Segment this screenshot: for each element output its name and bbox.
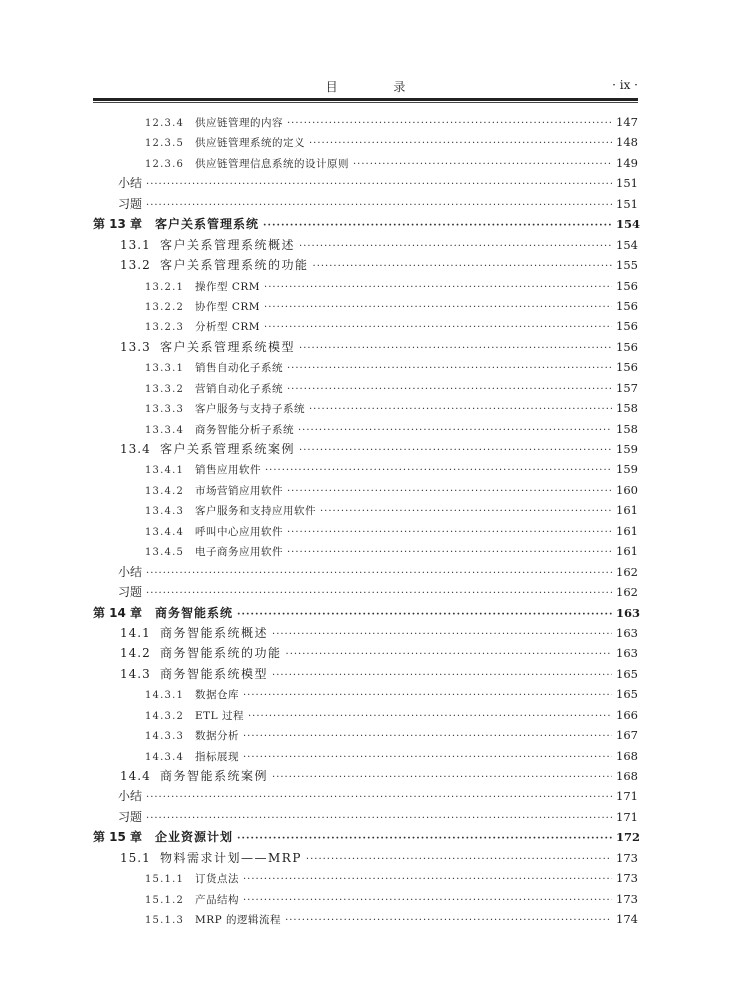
toc-entry-title: 订货点法 [195, 873, 239, 886]
toc-entry-section [93, 643, 638, 663]
toc-entry-title: 客户关系管理系统案例 [160, 442, 296, 456]
toc-entry-sub [93, 398, 638, 418]
toc-entry-page: 154 [616, 217, 641, 232]
toc-entry-page: 163 [616, 646, 638, 661]
toc-leader-dots [272, 666, 612, 686]
toc-entry-page: 168 [616, 748, 638, 763]
toc-leader-dots [286, 645, 612, 665]
toc-leader-dots [287, 380, 612, 400]
toc-entry-number: 第 13 章 [93, 217, 143, 232]
toc-leader-dots [146, 196, 612, 216]
toc-entry-section [93, 235, 638, 255]
toc-entry-title: 营销自动化子系统 [195, 382, 283, 395]
toc-entry-number: 13.4.5 [145, 547, 185, 559]
toc-entry-title: MRP 的逻辑流程 [195, 914, 282, 927]
toc-entry-misc [93, 807, 638, 827]
toc-entry-page: 168 [616, 769, 638, 783]
toc-entry-title: 供应链管理系统的定义 [195, 137, 305, 150]
toc-entry-title: 数据仓库 [195, 689, 239, 702]
toc-entry-number: 第 15 章 [93, 830, 143, 845]
toc-entry-title: 商务智能系统的功能 [160, 646, 282, 661]
toc-leader-dots [237, 605, 612, 625]
toc-entry-title: 客户服务和支持应用软件 [195, 505, 316, 518]
toc-entry-page: 173 [616, 891, 638, 906]
toc-leader-dots [309, 134, 612, 154]
toc-entry-number: 13.3.3 [145, 404, 185, 416]
toc-entry-chapter [93, 603, 641, 623]
toc-entry-page: 165 [616, 687, 638, 702]
toc-entry-number: 14.3.3 [145, 731, 185, 743]
toc-entry-section [93, 439, 638, 459]
toc-entry-number: 14.1 [120, 625, 151, 640]
toc-entry-sub [93, 746, 638, 766]
header-title: 目 录 [325, 80, 432, 94]
running-header [93, 78, 638, 98]
toc-entry-title: 小结 [118, 176, 143, 191]
toc-leader-dots [146, 584, 612, 604]
toc-leader-dots [243, 727, 612, 747]
toc-leader-dots [146, 175, 612, 195]
toc-leader-dots [299, 339, 612, 359]
toc-entry-sub [93, 419, 638, 439]
toc-leader-dots [243, 891, 612, 911]
toc-leader-dots [287, 114, 612, 134]
toc-entry-page: 167 [616, 728, 638, 743]
toc-entry-number: 13.1 [120, 237, 151, 252]
toc-leader-dots [248, 707, 612, 727]
toc-entry-page: 155 [616, 258, 638, 273]
toc-entry-page: 163 [616, 625, 638, 640]
toc-entry-page: 166 [616, 707, 638, 722]
toc-entry-title: 客户关系管理系统 [155, 217, 260, 232]
toc-entry-number: 13.3 [120, 339, 151, 354]
toc-entry-number: 14.4 [120, 769, 151, 783]
toc-entry-chapter [93, 214, 641, 234]
toc-leader-dots [243, 870, 612, 890]
toc-entry-sub [93, 521, 638, 541]
toc-entry-title: 销售应用软件 [195, 464, 261, 477]
toc-entry-title: 小结 [118, 564, 143, 579]
toc-entry-misc [93, 582, 638, 602]
toc-entry-sub [93, 909, 638, 929]
toc-entry-section [93, 766, 638, 786]
toc-entry-misc [93, 194, 638, 214]
toc-entry-page: 151 [616, 176, 638, 191]
toc-entry-title: 操作型 CRM [195, 280, 261, 293]
toc-leader-dots [263, 216, 612, 236]
toc-entry-sub [93, 276, 638, 296]
toc-entry-number: 13.4 [120, 442, 151, 456]
toc-leader-dots [299, 237, 612, 257]
toc-entry-number: 14.3.2 [145, 710, 185, 722]
toc-entry-sub [93, 684, 638, 704]
toc-leader-dots [237, 829, 612, 849]
toc-entry-title: 市场营销应用软件 [195, 484, 283, 497]
toc-entry-sub [93, 153, 638, 173]
toc-leader-dots [287, 543, 612, 563]
header-rule-thick [93, 98, 638, 101]
header-rule-thin [93, 102, 638, 103]
toc-leader-dots [299, 441, 612, 461]
toc-entry-number: 12.3.4 [145, 118, 185, 129]
toc-entry-page: 158 [616, 401, 638, 416]
toc-entry-page: 162 [616, 564, 638, 579]
toc-entry-number: 12.3.5 [145, 138, 185, 150]
toc-entry-page: 154 [616, 237, 638, 252]
toc-entry-number: 13.2 [120, 258, 151, 273]
toc-entry-number: 13.4.3 [145, 506, 185, 518]
toc-entry-page: 161 [616, 544, 638, 559]
toc-entry-number: 15.1.1 [145, 874, 185, 886]
toc-entry-sub [93, 889, 638, 909]
toc-leader-dots [264, 318, 612, 338]
toc-entry-page: 149 [616, 155, 638, 170]
toc-leader-dots [353, 155, 612, 175]
toc-entry-page: 171 [616, 809, 638, 824]
toc-entry-title: 商务智能分析子系统 [195, 423, 294, 436]
toc-entry-title: 供应链管理信息系统的设计原则 [195, 157, 349, 170]
toc-entry-title: 客户关系管理系统的功能 [160, 258, 309, 273]
toc-entry-page: 161 [616, 523, 638, 538]
toc-entry-sub [93, 459, 638, 479]
toc-entry-section [93, 848, 638, 868]
toc-leader-dots [264, 278, 612, 298]
toc-entry-page: 159 [616, 442, 638, 456]
table-of-contents [93, 112, 641, 930]
toc-leader-dots [306, 850, 612, 870]
toc-entry-page: 159 [616, 462, 638, 477]
toc-entry-sub [93, 480, 638, 500]
toc-entry-sub [93, 357, 638, 377]
toc-entry-title: 商务智能系统概述 [160, 625, 269, 640]
toc-entry-page: 151 [616, 196, 638, 211]
toc-entry-title: 产品结构 [195, 893, 239, 906]
toc-entry-sub [93, 316, 638, 336]
toc-entry-page: 160 [616, 482, 638, 497]
toc-entry-number: 14.3.4 [145, 751, 185, 763]
toc-entry-page: 158 [616, 421, 638, 436]
toc-entry-title: 呼叫中心应用软件 [195, 525, 283, 538]
toc-leader-dots [243, 748, 612, 768]
toc-entry-page: 148 [616, 135, 638, 150]
toc-entry-title: 商务智能系统模型 [160, 666, 269, 681]
toc-entry-title: 协作型 CRM [195, 300, 261, 313]
toc-entry-page: 156 [616, 278, 638, 293]
toc-entry-section [93, 623, 638, 643]
toc-entry-section [93, 255, 638, 275]
toc-entry-number: 13.3.4 [145, 424, 185, 436]
toc-entry-number: 13.2.2 [145, 301, 185, 313]
toc-entry-number: 13.3.2 [145, 383, 185, 395]
toc-leader-dots [146, 809, 612, 829]
toc-leader-dots [243, 686, 612, 706]
toc-entry-page: 156 [616, 298, 638, 313]
toc-entry-title: ETL 过程 [195, 709, 244, 722]
toc-entry-page: 162 [616, 585, 638, 600]
toc-entry-title: 习题 [118, 809, 143, 824]
toc-entry-sub [93, 296, 638, 316]
toc-entry-number: 15.1 [120, 850, 151, 865]
toc-entry-title: 企业资源计划 [155, 830, 234, 845]
toc-entry-section [93, 664, 638, 684]
toc-entry-sub [93, 132, 638, 152]
toc-entry-page: 156 [616, 360, 638, 375]
toc-leader-dots [146, 788, 612, 808]
toc-leader-dots [287, 523, 612, 543]
toc-leader-dots [285, 911, 612, 931]
toc-entry-title: 指标展现 [195, 750, 239, 763]
toc-entry-title: 商务智能系统 [155, 605, 234, 620]
toc-entry-page: 147 [616, 115, 638, 129]
toc-entry-page: 156 [616, 319, 638, 334]
toc-entry-title: 习题 [118, 196, 143, 211]
toc-entry-number: 14.3 [120, 666, 151, 681]
toc-entry-sub [93, 541, 638, 561]
toc-leader-dots [264, 298, 612, 318]
toc-entry-misc [93, 562, 638, 582]
toc-entry-number: 12.3.6 [145, 158, 185, 170]
toc-entry-number: 15.1.3 [145, 915, 185, 927]
toc-leader-dots [287, 359, 612, 379]
toc-entry-page: 161 [616, 503, 638, 518]
toc-leader-dots [298, 421, 612, 441]
toc-entry-sub [93, 112, 638, 132]
toc-entry-title: 电子商务应用软件 [195, 546, 283, 559]
toc-entry-sub [93, 705, 638, 725]
toc-entry-title: 数据分析 [195, 730, 239, 743]
toc-leader-dots [146, 564, 612, 584]
toc-entry-title: 客户服务与支持子系统 [195, 403, 305, 416]
toc-entry-number: 13.4.4 [145, 526, 185, 538]
toc-entry-sub [93, 500, 638, 520]
toc-entry-number: 13.4.2 [145, 485, 185, 497]
toc-entry-title: 供应链管理的内容 [195, 117, 283, 129]
toc-entry-number: 13.4.1 [145, 465, 185, 477]
toc-leader-dots [309, 400, 612, 420]
toc-entry-title: 商务智能系统案例 [160, 769, 269, 783]
toc-entry-misc [93, 173, 638, 193]
toc-entry-misc [93, 786, 638, 806]
toc-leader-dots [272, 768, 612, 788]
toc-entry-page: 171 [616, 789, 638, 804]
toc-entry-title: 客户关系管理系统概述 [160, 237, 296, 252]
toc-entry-chapter [93, 827, 641, 847]
toc-entry-number: 14.2 [120, 646, 151, 661]
toc-entry-page: 165 [616, 666, 638, 681]
toc-leader-dots [313, 257, 612, 277]
toc-entry-title: 销售自动化子系统 [195, 362, 283, 375]
toc-entry-number: 13.2.1 [145, 281, 185, 293]
toc-entry-section [93, 337, 638, 357]
toc-entry-number: 第 14 章 [93, 605, 143, 620]
toc-entry-page: 173 [616, 871, 638, 886]
toc-entry-title: 分析型 CRM [195, 321, 261, 334]
toc-entry-page: 157 [616, 380, 638, 395]
toc-entry-title: 物料需求计划——MRP [160, 850, 302, 865]
toc-entry-sub [93, 868, 638, 888]
header-page-number: · ix · [612, 78, 638, 92]
toc-entry-sub [93, 725, 638, 745]
toc-entry-number: 14.3.1 [145, 690, 185, 702]
toc-entry-sub [93, 378, 638, 398]
toc-entry-number: 15.1.2 [145, 894, 185, 906]
toc-entry-number: 13.2.3 [145, 322, 185, 334]
toc-leader-dots [287, 482, 612, 502]
toc-leader-dots [272, 625, 612, 645]
toc-entry-page: 174 [616, 912, 638, 927]
toc-entry-title: 小结 [118, 789, 143, 804]
toc-leader-dots [320, 502, 612, 522]
toc-entry-title: 习题 [118, 585, 143, 600]
toc-entry-number: 13.3.1 [145, 363, 185, 375]
toc-entry-page: 172 [616, 830, 641, 845]
toc-leader-dots [265, 461, 612, 481]
toc-entry-page: 163 [616, 605, 641, 620]
toc-entry-page: 156 [616, 339, 638, 354]
toc-entry-title: 客户关系管理系统模型 [160, 339, 296, 354]
toc-entry-page: 173 [616, 850, 638, 865]
